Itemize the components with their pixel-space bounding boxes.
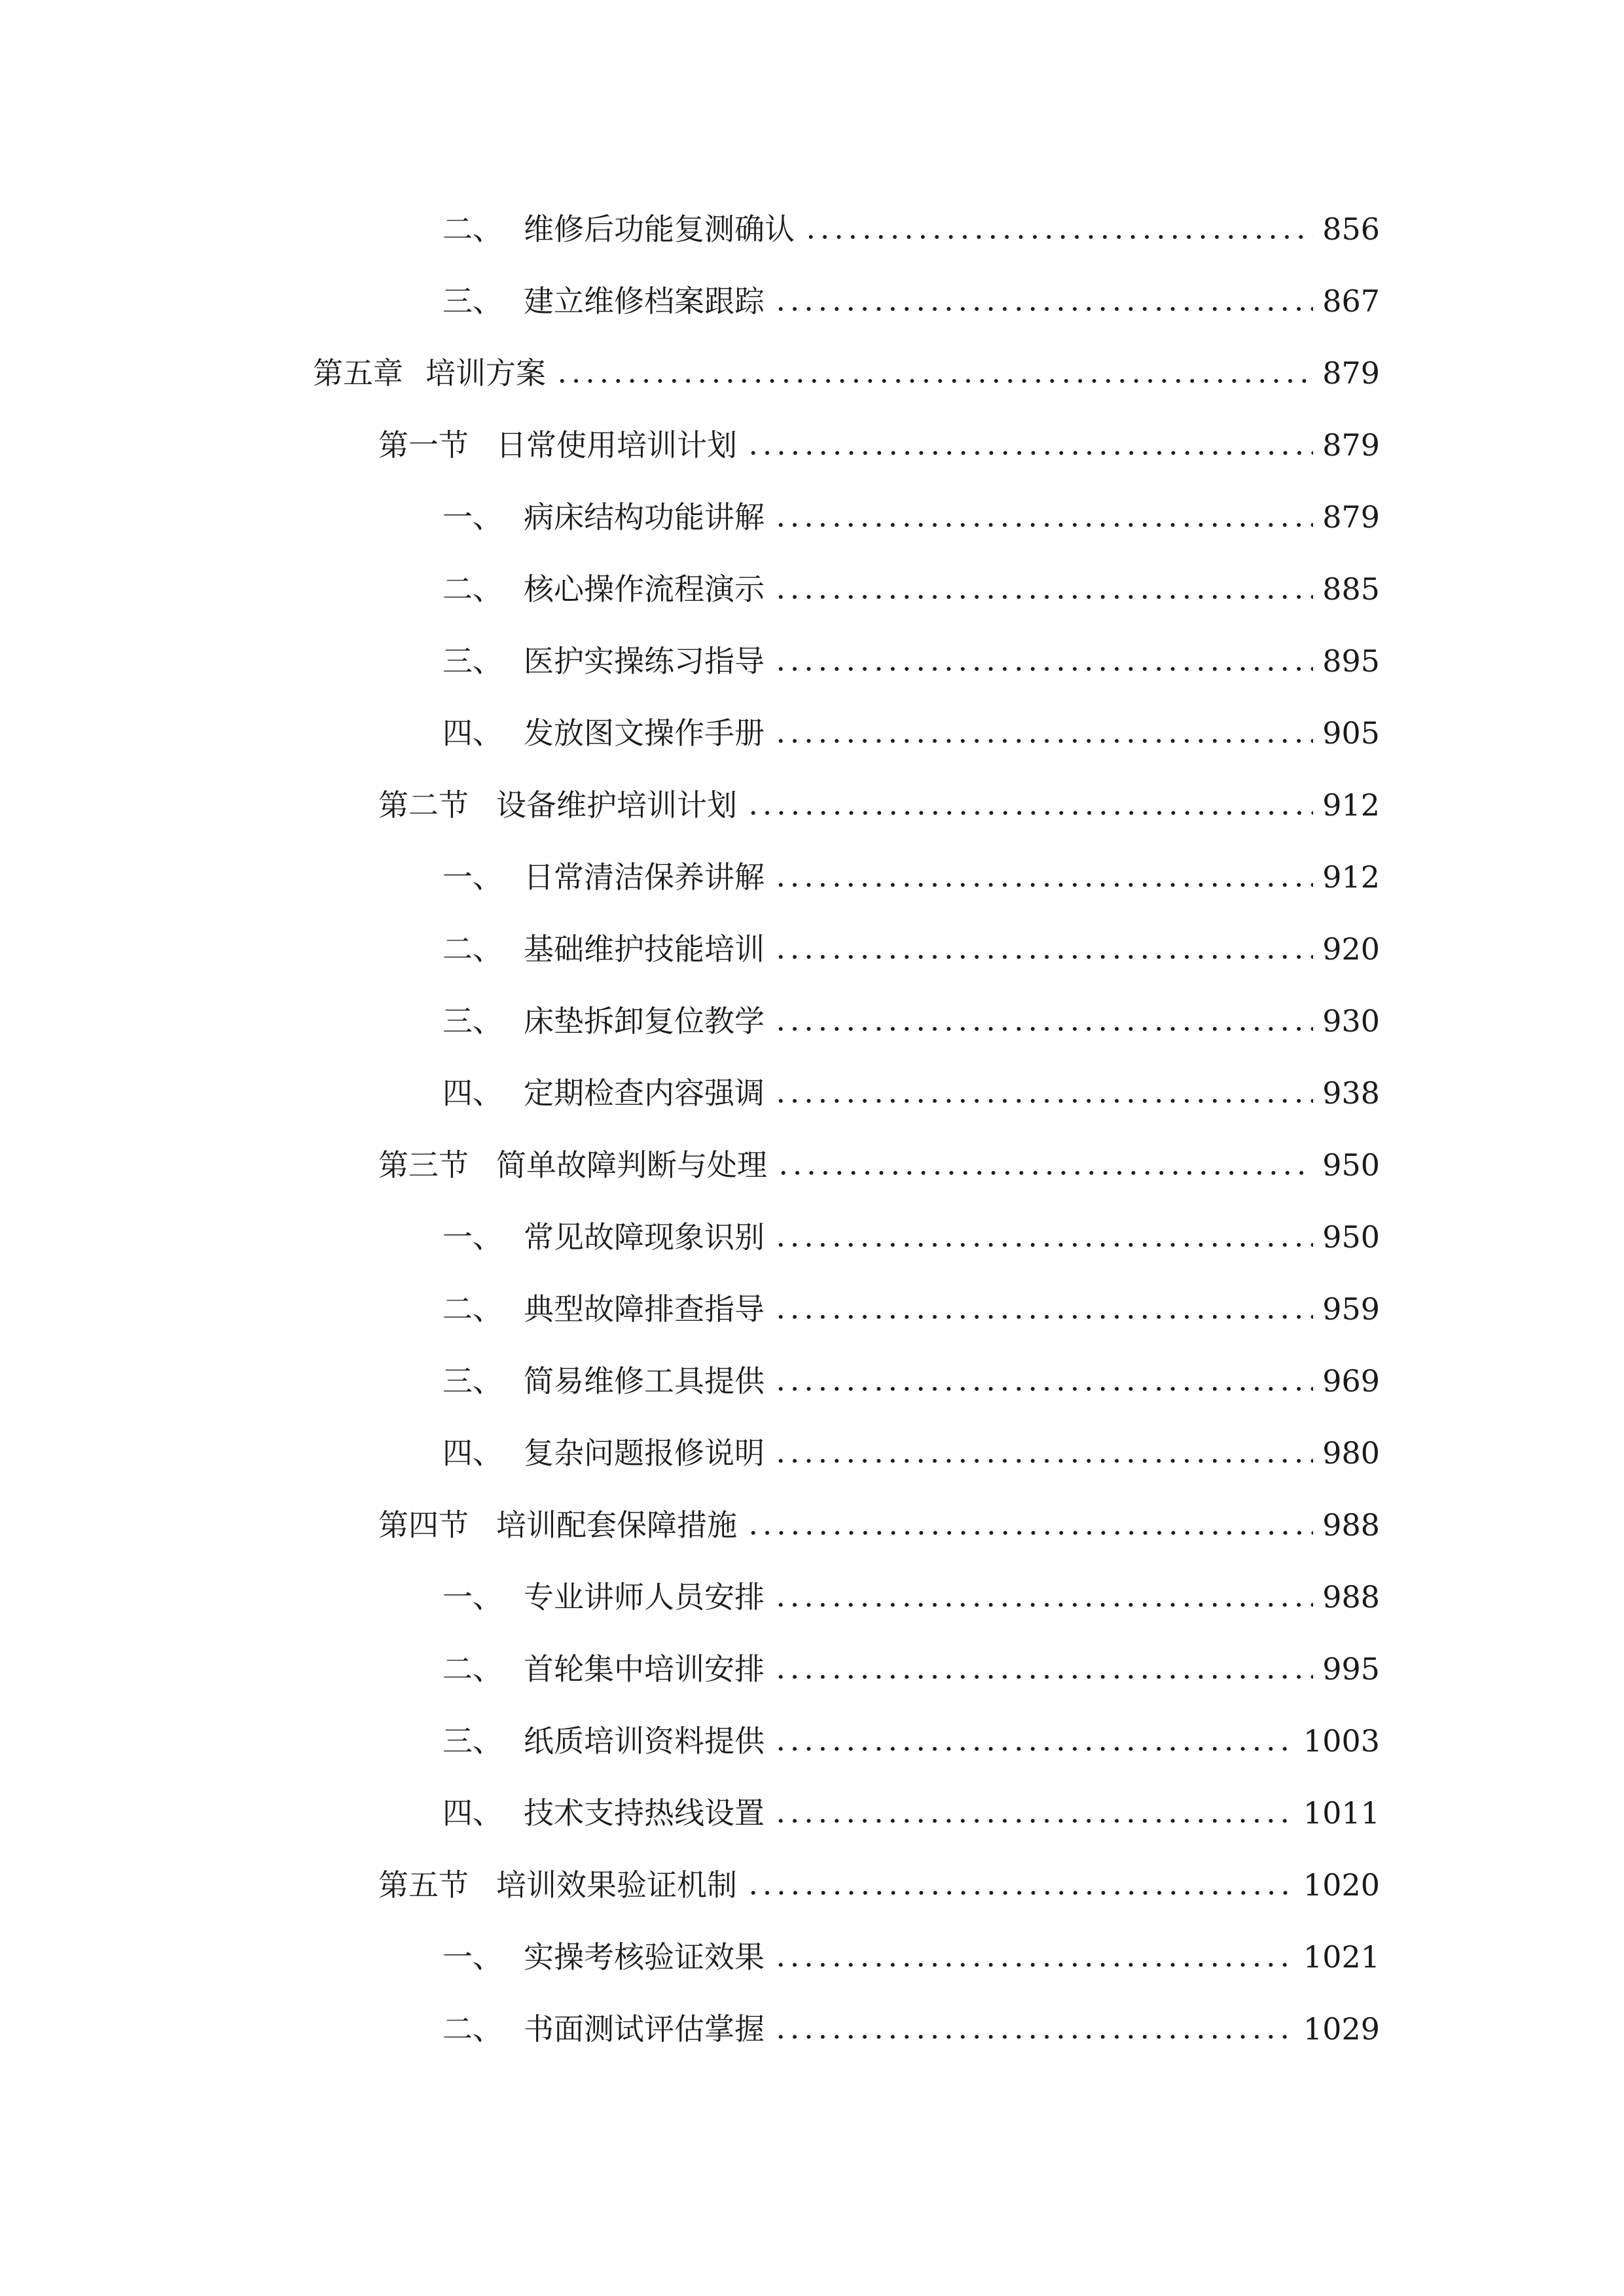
toc-entry-title: 简单故障判断与处理 xyxy=(496,1147,767,1183)
toc-dot-leader xyxy=(776,1171,1313,1175)
toc-entry-number: 三、 xyxy=(442,1003,503,1039)
toc-entry-chapter[interactable] xyxy=(313,347,1380,399)
toc-entry-page: 930 xyxy=(1322,1003,1380,1039)
toc-entry-title: 病床结构功能讲解 xyxy=(524,499,765,535)
toc-entry-page: 920 xyxy=(1322,931,1380,967)
toc-entry-title: 典型故障排查指导 xyxy=(524,1291,765,1327)
toc-entry-title: 设备维护培训计划 xyxy=(496,787,737,823)
toc-entry-number: 三、 xyxy=(442,643,503,679)
toc-entry-number: 三、 xyxy=(442,1723,503,1759)
toc-entry-page: 1020 xyxy=(1303,1867,1380,1903)
toc-entry-title: 培训配套保障措施 xyxy=(496,1507,737,1543)
toc-entry-page: 895 xyxy=(1322,643,1380,679)
toc-dot-leader xyxy=(774,1963,1294,1967)
toc-entry-title: 培训效果验证机制 xyxy=(496,1867,737,1903)
toc-entry-page: 950 xyxy=(1322,1219,1380,1255)
toc-entry-title: 专业讲师人员安排 xyxy=(524,1579,765,1615)
toc-entry-page: 879 xyxy=(1322,499,1380,535)
toc-dot-leader xyxy=(774,739,1313,743)
toc-entry-title: 首轮集中培训安排 xyxy=(524,1651,765,1687)
toc-dot-leader xyxy=(774,2035,1294,2039)
toc-entry-section[interactable] xyxy=(378,419,1380,471)
toc-entry[interactable] xyxy=(442,275,1380,327)
toc-entry-page: 938 xyxy=(1322,1075,1380,1111)
toc-entry-page: 969 xyxy=(1322,1363,1380,1399)
toc-dot-leader xyxy=(774,883,1313,887)
toc-entry-number: 四、 xyxy=(442,1795,503,1831)
toc-entry-page: 912 xyxy=(1322,787,1380,823)
toc-entry[interactable] xyxy=(442,635,1380,687)
toc-entry-number: 一、 xyxy=(442,499,503,535)
toc-entry-title: 床垫拆卸复位教学 xyxy=(524,1003,765,1039)
toc-entry-title: 医护实操练习指导 xyxy=(524,643,765,679)
toc-entry-number: 一、 xyxy=(442,1219,503,1255)
toc-entry-page: 988 xyxy=(1322,1507,1380,1543)
toc-dot-leader xyxy=(774,1387,1313,1391)
toc-dot-leader xyxy=(746,811,1313,815)
toc-entry[interactable] xyxy=(442,491,1380,543)
toc-entry-number: 三、 xyxy=(442,1363,503,1399)
toc-dot-leader xyxy=(774,1675,1313,1679)
toc-dot-leader xyxy=(774,1243,1313,1247)
toc-entry-title: 核心操作流程演示 xyxy=(524,571,765,607)
toc-entry-number: 二、 xyxy=(442,211,503,247)
toc-entry[interactable] xyxy=(442,2003,1380,2055)
toc-dot-leader xyxy=(774,1027,1313,1031)
toc-entry-number: 三、 xyxy=(442,283,503,319)
toc-entry[interactable] xyxy=(442,1355,1380,1407)
toc-entry-section[interactable] xyxy=(378,779,1380,831)
toc-entry-number: 二、 xyxy=(442,571,503,607)
toc-entry[interactable] xyxy=(442,203,1380,255)
toc-entry-title: 定期检查内容强调 xyxy=(524,1075,765,1111)
toc-entry-title: 建立维修档案跟踪 xyxy=(524,283,765,319)
toc-entry-number: 四、 xyxy=(442,1435,503,1471)
toc-entry[interactable] xyxy=(442,1931,1380,1983)
toc-entry[interactable] xyxy=(442,923,1380,975)
toc-entry-number: 四、 xyxy=(442,715,503,751)
toc-entry-number: 二、 xyxy=(442,931,503,967)
toc-dot-leader xyxy=(774,523,1313,527)
toc-entry-page: 879 xyxy=(1322,427,1380,463)
toc-entry-number: 一、 xyxy=(442,1939,503,1975)
toc-entry-number: 一、 xyxy=(442,859,503,895)
toc-dot-leader xyxy=(774,1099,1313,1103)
toc-entry-title: 维修后功能复测确认 xyxy=(524,211,795,247)
toc-entry-title: 发放图文操作手册 xyxy=(524,715,765,751)
toc-entry-title: 复杂问题报修说明 xyxy=(524,1435,765,1471)
toc-dot-leader xyxy=(555,379,1313,383)
toc-entry-section[interactable] xyxy=(378,1139,1380,1191)
toc-entry-number: 四、 xyxy=(442,1075,503,1111)
toc-dot-leader xyxy=(804,235,1313,239)
toc-entry-page: 1021 xyxy=(1303,1939,1380,1975)
toc-entry[interactable] xyxy=(442,1787,1380,1839)
toc-entry-title: 培训方案 xyxy=(425,355,546,391)
toc-entry[interactable] xyxy=(442,563,1380,615)
toc-entry[interactable] xyxy=(442,1715,1380,1767)
toc-dot-leader xyxy=(746,1531,1313,1535)
toc-entry-title: 日常使用培训计划 xyxy=(496,427,737,463)
toc-entry-page: 980 xyxy=(1322,1435,1380,1471)
toc-dot-leader xyxy=(746,451,1313,455)
toc-entry-title: 简易维修工具提供 xyxy=(524,1363,765,1399)
toc-dot-leader xyxy=(774,1603,1313,1607)
toc-entry-number: 二、 xyxy=(442,1291,503,1327)
toc-entry-page: 988 xyxy=(1322,1579,1380,1615)
toc-entry-page: 867 xyxy=(1322,283,1380,319)
toc-dot-leader xyxy=(746,1891,1294,1895)
toc-entry-page: 950 xyxy=(1322,1147,1380,1183)
toc-dot-leader xyxy=(774,1819,1294,1823)
toc-entry[interactable] xyxy=(442,1283,1380,1335)
toc-entry[interactable] xyxy=(442,1643,1380,1695)
toc-entry-number: 二、 xyxy=(442,2011,503,2047)
toc-dot-leader xyxy=(774,307,1313,311)
toc-dot-leader xyxy=(774,1459,1313,1463)
toc-entry-number: 第五章 xyxy=(313,355,403,391)
toc-entry-title: 技术支持热线设置 xyxy=(524,1795,765,1831)
toc-dot-leader xyxy=(774,595,1313,599)
toc-entry[interactable] xyxy=(442,1571,1380,1623)
toc-entry-number: 二、 xyxy=(442,1651,503,1687)
toc-entry[interactable] xyxy=(442,707,1380,759)
toc-entry-number: 第三节 xyxy=(378,1147,469,1183)
toc-dot-leader xyxy=(774,667,1313,671)
toc-entry-page: 885 xyxy=(1322,571,1380,607)
toc-entry-number: 第二节 xyxy=(378,787,469,823)
toc-entry-page: 1029 xyxy=(1303,2011,1380,2047)
toc-entry-title: 实操考核验证效果 xyxy=(524,1939,765,1975)
toc-entry-page: 905 xyxy=(1322,715,1380,751)
toc-entry-section[interactable] xyxy=(378,1499,1380,1551)
toc-entry-page: 1003 xyxy=(1303,1723,1380,1759)
toc-entry[interactable] xyxy=(442,995,1380,1047)
toc-entry-page: 995 xyxy=(1322,1651,1380,1687)
toc-entry-section[interactable] xyxy=(378,1859,1380,1911)
toc-dot-leader xyxy=(774,955,1313,959)
toc-entry-page: 879 xyxy=(1322,355,1380,391)
toc-entry-title: 日常清洁保养讲解 xyxy=(524,859,765,895)
toc-entry-number: 一、 xyxy=(442,1579,503,1615)
toc-dot-leader xyxy=(774,1315,1313,1319)
toc-entry[interactable] xyxy=(442,1067,1380,1119)
toc-entry-title: 基础维护技能培训 xyxy=(524,931,765,967)
toc-entry-title: 纸质培训资料提供 xyxy=(524,1723,765,1759)
toc-entry-number: 第四节 xyxy=(378,1507,469,1543)
toc-entry[interactable] xyxy=(442,851,1380,903)
toc-entry[interactable] xyxy=(442,1211,1380,1263)
toc-entry-page: 1011 xyxy=(1303,1795,1380,1831)
toc-entry-page: 959 xyxy=(1322,1291,1380,1327)
toc-entry[interactable] xyxy=(442,1427,1380,1479)
toc-entry-title: 书面测试评估掌握 xyxy=(524,2011,765,2047)
toc-entry-number: 第一节 xyxy=(378,427,469,463)
toc-entry-number: 第五节 xyxy=(378,1867,469,1903)
toc-entry-page: 912 xyxy=(1322,859,1380,895)
toc-dot-leader xyxy=(774,1747,1294,1751)
toc-entry-page: 856 xyxy=(1322,211,1380,247)
toc-entry-title: 常见故障现象识别 xyxy=(524,1219,765,1255)
